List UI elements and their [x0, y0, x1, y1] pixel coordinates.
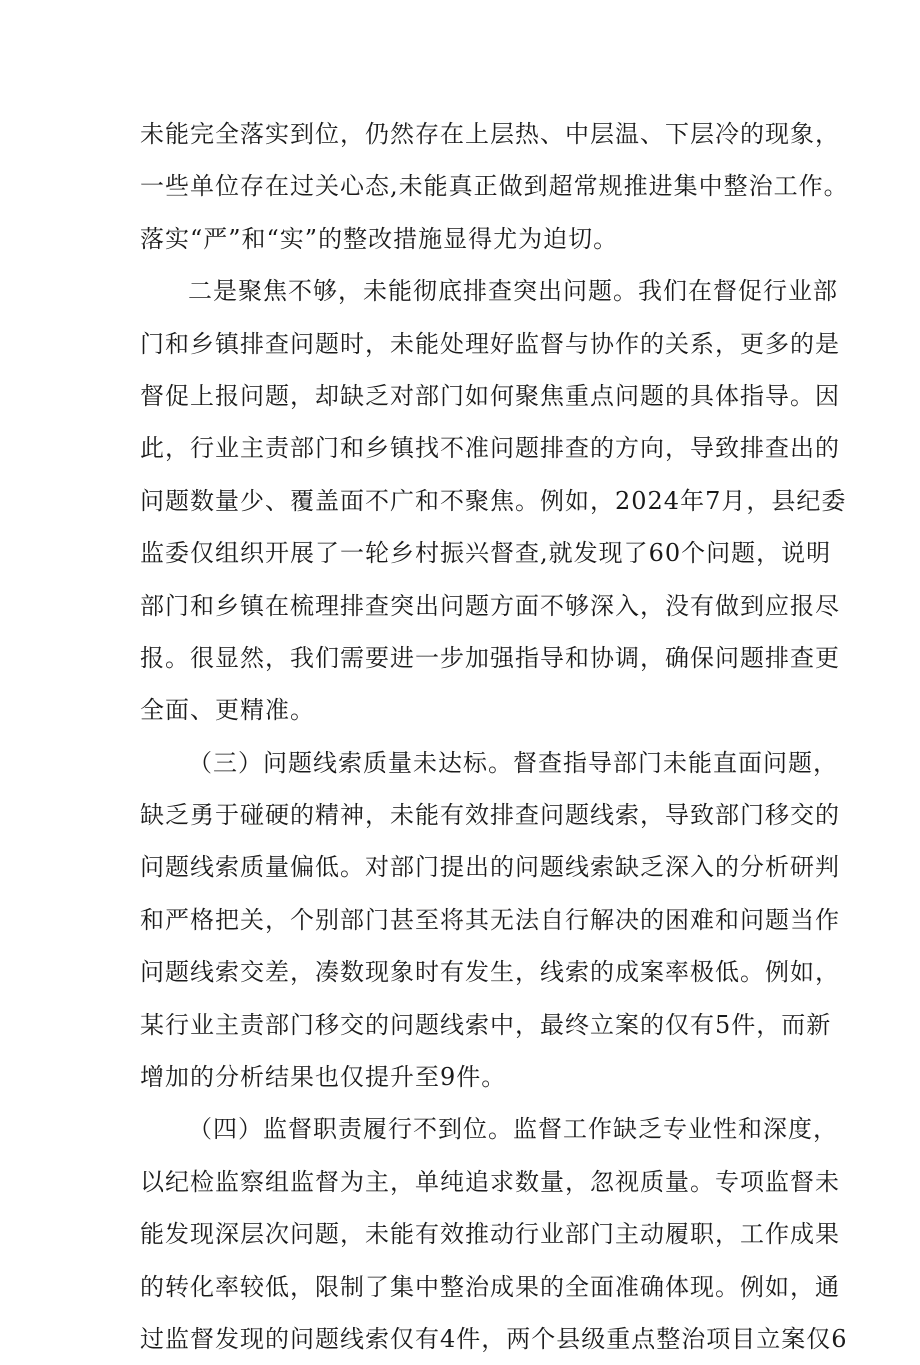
paragraph-4-line-3: 能发现深层次问题，未能有效推动行业部门主动履职，工作成果 [140, 1220, 840, 1249]
paragraph-2-line-2: 门和乡镇排查问题时，未能处理好监督与协作的关系，更多的是 [140, 329, 840, 358]
paragraph-2-line-1: 二是聚焦不够，未能彻底排查突出问题。我们在督促行业部 [188, 277, 838, 306]
paragraph-3-line-1: （三）问题线索质量未达标。督查指导部门未能直面问题， [188, 748, 838, 777]
paragraph-2-line-5: 问题数量少、覆盖面不广和不聚焦。例如，2024年7月，县纪委 [140, 486, 847, 515]
paragraph-4-line-2: 以纪检监察组监督为主，单纯追求数量，忽视质量。专项监督未 [140, 1167, 840, 1196]
document-body [140, 108, 849, 1365]
paragraph-3-line-5: 问题线索交差，凑数现象时有发生，线索的成案率极低。例如， [140, 958, 840, 987]
paragraph-2-line-8: 报。很显然，我们需要进一步加强指导和协调，确保问题排查更 [140, 643, 840, 672]
paragraph-1-line-1: 未能完全落实到位，仍然存在上层热、中层温、下层冷的现象， [140, 120, 840, 148]
paragraph-3-line-3: 问题线索质量偏低。对部门提出的问题线索缺乏深入的分析研判 [140, 853, 840, 882]
paragraph-4-line-4: 的转化率较低，限制了集中整治成果的全面准确体现。例如，通 [140, 1272, 840, 1301]
paragraph-1-line-3: 落实“严”和“实”的整改措施显得尤为迫切。 [140, 224, 619, 253]
paragraph-3-line-4: 和严格把关，个别部门甚至将其无法自行解决的困难和问题当作 [140, 905, 840, 934]
paragraph-3-line-6: 某行业主责部门移交的问题线索中，最终立案的仅有5件，而新 [140, 1010, 832, 1039]
paragraph-4-line-5: 过监督发现的问题线索仅有4件，两个县级重点整治项目立案仅6 [140, 1324, 848, 1353]
paragraph-4-line-1: （四）监督职责履行不到位。监督工作缺乏专业性和深度， [188, 1115, 838, 1144]
paragraph-2-line-4: 此，行业主责部门和乡镇找不准问题排查的方向，导致排查出的 [140, 434, 840, 463]
paragraph-3-line-7: 增加的分析结果也仅提升至9件。 [140, 1063, 507, 1092]
paragraph-2-line-7: 部门和乡镇在梳理排查突出问题方面不够深入，没有做到应报尽 [140, 591, 840, 620]
paragraph-2-line-3: 督促上报问题，却缺乏对部门如何聚焦重点问题的具体指导。因 [140, 381, 840, 410]
paragraph-2-line-6: 监委仅组织开展了一轮乡村振兴督查,就发现了60个问题，说明 [140, 539, 832, 568]
paragraph-1-line-2: 一些单位存在过关心态,未能真正做到超常规推进集中整治工作。 [140, 172, 849, 201]
paragraph-3-line-2: 缺乏勇于碰硬的精神，未能有效排查问题线索，导致部门移交的 [140, 801, 840, 830]
paragraph-2-line-9: 全面、更精准。 [140, 696, 315, 725]
